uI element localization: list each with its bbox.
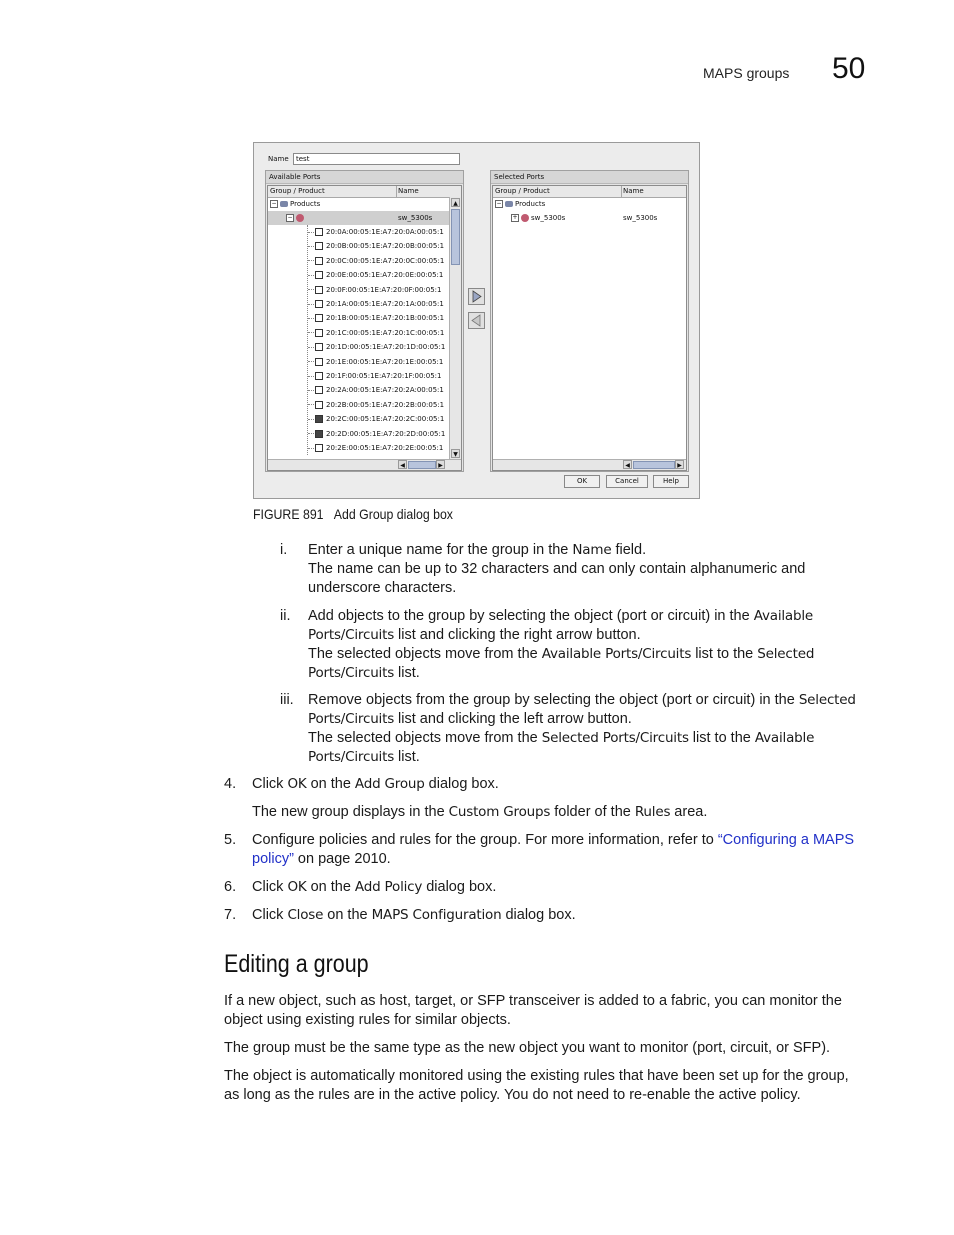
port-icon [315,257,323,265]
collapse-icon[interactable]: − [496,200,502,207]
step-7: Click Close on the MAPS Configuration dialog box. [252,907,576,923]
step-4: Click OK on the Add Group dialog box. The new group displays in the Custom Groups folder of the Rules area. [252,776,708,820]
cross-reference-link[interactable]: “Configuring a MAPS [717,832,855,848]
port-row[interactable] [308,254,448,268]
port-label: 20:1E:00:05:1E:A7:20:1E:00:05:1 [326,357,444,366]
name-field[interactable]: test [293,153,460,165]
products-icon [280,201,288,207]
port-label: 20:2E:00:05:1E:A7:20:2E:00:05:1 [326,444,444,452]
available-vertical-scrollbar[interactable] [449,197,461,459]
port-icon [315,242,323,250]
port-icon [315,444,323,452]
paragraph: The object is automatically monitored using the existing rules that have been set up for the group, as long as the rules are in the active policy. You do not need to re-enable the active policy. [224,1068,849,1103]
port-icon [315,430,323,438]
ui-term: Selected [798,692,856,708]
scroll-left-icon[interactable]: ◀ [398,460,407,469]
help-button[interactable]: Help [653,475,689,488]
paragraph: If a new object, such as host, target, or SFP transceiver is added to a fabric, you can monitor the object using existing rules for similar objects. [224,993,842,1028]
collapse-icon[interactable]: − [287,214,293,221]
section-heading: Editing a group [224,950,369,978]
port-icon [315,329,323,337]
column-group-product[interactable]: Group / Product [495,187,550,195]
port-label: 20:1F:00:05:1E:A7:20:1F:00:05:1 [326,372,442,380]
port-label: 20:1B:00:05:1E:A7:20:1B:00:05:1 [326,314,445,323]
substep-iii: Remove objects from the group by selecting the object (port or circuit) in the Selected Ports/Circuits list and clicking the left arrow button. The selected objects move from the Selected Ports/Circuits list to the Available Ports/Circuits list. [308,692,856,765]
ui-term: Available Ports/Circuits [541,646,692,662]
step-number: 7. [224,907,237,923]
switch-name-cell: sw_5300s [398,214,433,222]
cross-reference-link[interactable]: policy” [252,851,294,867]
port-row[interactable] [308,239,448,253]
move-right-button[interactable] [468,288,485,305]
port-label: 20:0F:00:05:1E:A7:20:0F:00:05:1 [326,285,442,294]
switch-icon [521,214,529,222]
port-row[interactable] [308,268,448,282]
port-icon [315,401,323,409]
switch-name-cell: sw_5300s [623,214,658,222]
column-group-product[interactable]: Group / Product [270,187,325,195]
collapse-icon[interactable]: − [271,200,277,207]
port-icon [315,415,323,423]
port-label: 20:0C:00:05:1E:A7:20:0C:00:05:1 [326,256,445,265]
running-header-section: MAPS groups [703,65,790,81]
left-arrow-icon [469,313,484,328]
port-icon [315,300,323,308]
figure-caption [253,506,453,522]
hscroll-thumb[interactable] [408,461,436,469]
port-icon [315,314,323,322]
port-label: 20:2D:00:05:1E:A7:20:2D:00:05:1 [326,429,446,438]
ui-term: Selected [757,646,815,662]
substep-marker: ii. [280,608,291,624]
products-label: Products [515,200,546,208]
paragraph: The group must be the same type as the new object you want to monitor (port, circuit, or SFP). [224,1040,831,1056]
selected-horizontal-scrollbar[interactable] [493,459,686,470]
selected-ports-title: Selected Ports [491,171,688,184]
port-icon [315,372,323,380]
right-arrow-icon [469,289,484,304]
ok-button[interactable]: OK [564,475,600,488]
port-icon [315,286,323,294]
port-row[interactable] [308,383,448,397]
port-icon [315,228,323,236]
port-row[interactable] [308,355,448,369]
port-icon [315,386,323,394]
move-left-button[interactable] [468,312,485,329]
scroll-down-icon[interactable]: ▼ [451,449,460,458]
port-label: 20:0E:00:05:1E:A7:20:0E:00:05:1 [326,271,444,280]
port-label: 20:0B:00:05:1E:A7:20:0B:00:05:1 [326,242,445,251]
port-row[interactable] [308,340,448,354]
figure-title: Add Group dialog box [333,506,453,522]
substep-ii: Add objects to the group by selecting the object (port or circuit) in the Available Ports/Circuits list and clicking the right arrow button. The selected objects move from the Available Ports/Circuits list to the Selected Ports/Circuits list. [308,608,815,681]
column-name[interactable]: Name [398,187,419,195]
add-group-dialog-figure [253,142,700,499]
scroll-right-icon[interactable]: ▶ [675,460,684,469]
port-label: 20:1D:00:05:1E:A7:20:1D:00:05:1 [326,343,446,352]
tree-node-switch[interactable] [493,211,683,225]
substep-marker: i. [280,542,288,558]
port-label: 20:2A:00:05:1E:A7:20:2A:00:05:1 [326,386,444,395]
scroll-right-icon[interactable]: ▶ [436,460,445,469]
hscroll-thumb[interactable] [633,461,675,469]
port-label: 20:2B:00:05:1E:A7:20:2B:00:05:1 [326,400,445,409]
ui-term: Name [572,542,612,558]
ui-term: Available [754,730,815,746]
switch-label: sw_5300s [531,214,566,222]
switch-icon [296,214,304,222]
expand-icon[interactable]: + [512,214,518,221]
port-row[interactable] [308,369,448,383]
ui-term: Selected Ports/Circuits [541,730,689,746]
scroll-thumb[interactable] [451,209,460,265]
tree-node-products[interactable] [270,197,320,211]
ui-term: Ports/Circuits [308,711,395,727]
tree-node-products[interactable] [495,197,545,211]
port-row[interactable] [308,283,448,297]
ui-term: Ports/Circuits [308,749,395,765]
port-label: 20:2C:00:05:1E:A7:20:2C:00:05:1 [326,415,445,424]
available-ports-title: Available Ports [266,171,463,184]
ui-term: Ports/Circuits [308,665,395,681]
port-row[interactable] [308,398,448,412]
selected-ports-list[interactable] [492,185,687,471]
scroll-left-icon[interactable]: ◀ [623,460,632,469]
available-ports-panel [265,170,464,472]
port-label: 20:0A:00:05:1E:A7:20:0A:00:05:1 [326,228,444,236]
cancel-button[interactable]: Cancel [606,475,648,488]
figure-number: FIGURE 891 [253,506,324,522]
port-row[interactable] [308,297,448,311]
available-horizontal-scrollbar[interactable] [268,459,461,470]
step-6: Click OK on the Add Policy dialog box. [252,879,497,895]
products-label: Products [290,200,321,208]
available-ports-list[interactable] [267,185,462,471]
ui-term: Available [753,608,814,624]
port-label: 20:1C:00:05:1E:A7:20:1C:00:05:1 [326,328,445,337]
scroll-up-icon[interactable]: ▲ [451,198,460,207]
ui-term: Ports/Circuits [308,627,395,643]
port-row[interactable] [308,427,448,441]
port-row[interactable] [308,441,448,455]
port-label: 20:1A:00:05:1E:A7:20:1A:00:05:1 [326,300,444,308]
column-name[interactable]: Name [623,187,644,195]
port-icon [315,343,323,351]
substep-i: Enter a unique name for the group in the Name field. The name can be up to 32 characters and can only contain alphanumeric and underscore characters. [308,542,806,596]
port-icon [315,271,323,279]
port-row[interactable] [308,326,448,340]
products-icon [505,201,513,207]
port-row[interactable] [308,412,448,426]
port-icon [315,358,323,366]
chapter-number: 50 [832,52,866,85]
name-label: Name [268,155,289,163]
step-number: 4. [224,776,237,792]
selected-ports-panel [490,170,689,472]
step-number: 6. [224,879,237,895]
port-row[interactable] [308,311,448,325]
substep-marker: iii. [280,692,294,708]
port-row[interactable] [308,225,448,239]
step-5: Configure policies and rules for the group. For more information, refer to “Configuring a MAPS policy” on page 2010. [252,832,855,867]
tree-node-switch[interactable] [268,211,449,225]
step-number: 5. [224,832,237,848]
